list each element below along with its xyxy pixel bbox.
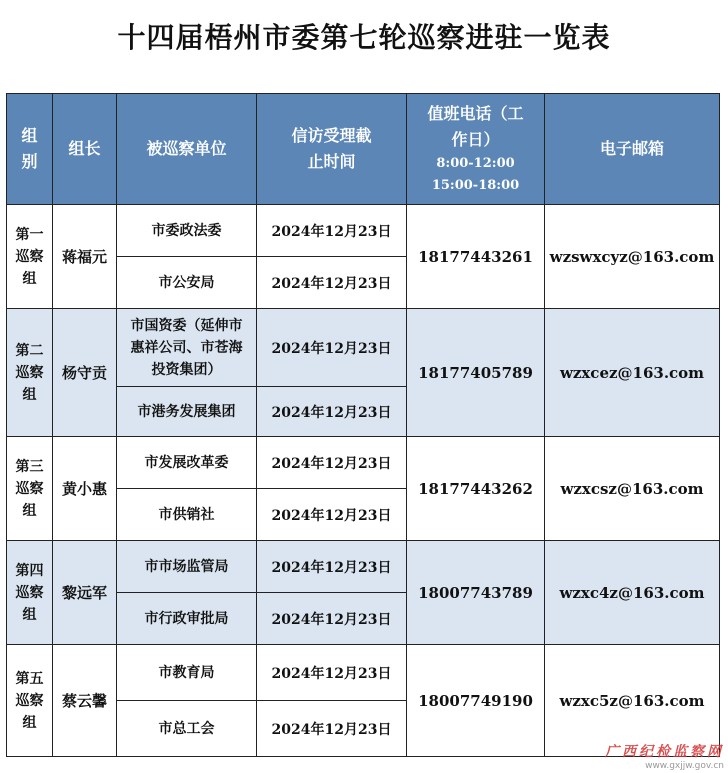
deadline-cell: 2024年12月23日 xyxy=(257,489,407,541)
inspected-unit-cell: 市委政法委 xyxy=(117,205,257,257)
watermark-sub: www.gxjjw.gov.cn xyxy=(645,761,724,771)
group-name-cell: 第五巡察组 xyxy=(7,645,53,757)
email-cell: wzxc5z@163.com xyxy=(545,645,720,757)
header-group: 组别 xyxy=(7,94,53,205)
header-unit: 被巡察单位 xyxy=(117,94,257,205)
email-cell: wzswxcyz@163.com xyxy=(545,205,720,309)
deadline-cell: 2024年12月23日 xyxy=(257,541,407,593)
duty-phone-cell: 18007743789 xyxy=(407,541,545,645)
header-phone xyxy=(407,94,545,205)
deadline-cell: 2024年12月23日 xyxy=(257,257,407,309)
deadline-cell: 2024年12月23日 xyxy=(257,593,407,645)
email-cell: wzxc4z@163.com xyxy=(545,541,720,645)
deadline-cell: 2024年12月23日 xyxy=(257,387,407,437)
deadline-cell: 2024年12月23日 xyxy=(257,701,407,757)
leader-cell: 黄小惠 xyxy=(53,437,117,541)
email-cell: wzxcez@163.com xyxy=(545,309,720,437)
inspected-unit-cell: 市发展改革委 xyxy=(117,437,257,489)
inspected-unit-cell: 市国资委（延伸市惠祥公司、市苍海投资集团） xyxy=(117,309,257,387)
table-row xyxy=(7,645,720,701)
duty-phone-cell: 18007749190 xyxy=(407,645,545,757)
table-body xyxy=(7,205,720,757)
header-leader: 组长 xyxy=(53,94,117,205)
group-name-cell: 第二巡察组 xyxy=(7,309,53,437)
leader-cell: 蔡云馨 xyxy=(53,645,117,757)
deadline-cell: 2024年12月23日 xyxy=(257,437,407,489)
inspected-unit-cell: 市港务发展集团 xyxy=(117,387,257,437)
table-row xyxy=(7,541,720,593)
header-phone-time-am: 8:00-12:00 xyxy=(436,156,515,171)
inspection-roster-table xyxy=(6,93,720,757)
inspected-unit-cell: 市市场监管局 xyxy=(117,541,257,593)
header-phone-label: 值班电话（工作日） xyxy=(427,104,524,149)
leader-cell: 黎远军 xyxy=(53,541,117,645)
inspected-unit-cell: 市行政审批局 xyxy=(117,593,257,645)
table-row xyxy=(7,437,720,489)
inspected-unit-cell: 市公安局 xyxy=(117,257,257,309)
group-name-cell: 第三巡察组 xyxy=(7,437,53,541)
duty-phone-cell: 18177405789 xyxy=(407,309,545,437)
deadline-cell: 2024年12月23日 xyxy=(257,645,407,701)
inspected-unit-cell: 市供销社 xyxy=(117,489,257,541)
leader-cell: 蒋福元 xyxy=(53,205,117,309)
inspected-unit-cell: 市总工会 xyxy=(117,701,257,757)
group-name-cell: 第一巡察组 xyxy=(7,205,53,309)
deadline-cell: 2024年12月23日 xyxy=(257,309,407,387)
table-row xyxy=(7,205,720,257)
duty-phone-cell: 18177443262 xyxy=(407,437,545,541)
duty-phone-cell: 18177443261 xyxy=(407,205,545,309)
inspected-unit-cell: 市教育局 xyxy=(117,645,257,701)
watermark-main: 广西纪检监察网 xyxy=(605,744,724,760)
deadline-cell: 2024年12月23日 xyxy=(257,205,407,257)
table-header-row xyxy=(7,94,720,205)
page-title: 十四届梧州市委第七轮巡察进驻一览表 xyxy=(117,21,611,54)
table-row xyxy=(7,309,720,387)
watermark xyxy=(605,741,724,771)
group-name-cell: 第四巡察组 xyxy=(7,541,53,645)
header-deadline: 信访受理截止时间 xyxy=(257,94,407,205)
header-email: 电子邮箱 xyxy=(545,94,720,205)
header-phone-time-pm: 15:00-18:00 xyxy=(431,178,520,193)
email-cell: wzxcsz@163.com xyxy=(545,437,720,541)
leader-cell: 杨守贡 xyxy=(53,309,117,437)
